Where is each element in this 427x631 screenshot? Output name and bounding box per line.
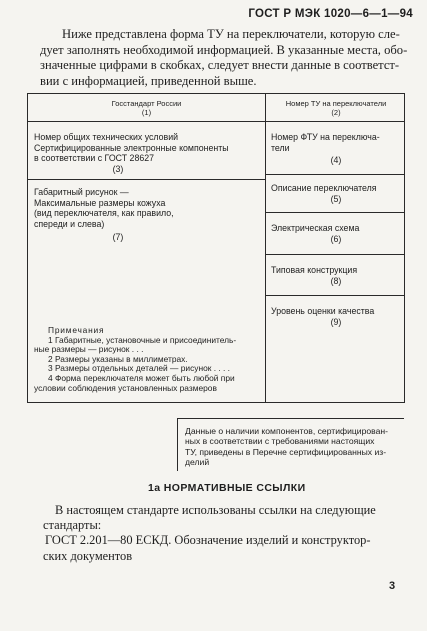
cell-line: Номер ФТУ на переключа- [271,132,380,142]
note-line: 2 Размеры указаны в миллиметрах. [48,353,188,364]
note-line: 4 Форма переключателя может быть любой при [48,372,235,383]
cell-number: (9) [330,316,342,327]
cell-line: в соответствии с ГОСТ 28627 [34,153,155,163]
cell-line: Описание переключателя [271,183,377,193]
cell-number: (4) [330,155,342,165]
typical-design-cell [271,265,401,286]
references-paragraph [43,503,398,564]
info-line: делий [185,456,210,467]
cell-line: Номер общих технических условий [34,132,179,142]
info-line: ТУ, приведены в Перечне сертифицированных из- [185,446,387,457]
page-header: ГОСТ Р МЭК 1020—6—1—94 [248,8,413,20]
right-rule [265,254,404,255]
certified-components-note [177,418,404,471]
cell-number: (8) [330,275,342,286]
cell-number: (5) [330,193,342,204]
circuit-diagram-cell [271,223,401,244]
header-right-label: Номер ТУ на переключатели [285,99,387,108]
section-title: 1а НОРМАТИВНЫЕ ССЫЛКИ [148,482,306,494]
cell-line: Максимальные размеры кожуха [34,197,166,208]
right-rule [265,174,404,175]
intro-line: вии с информацией, приведенной выше. [40,73,257,88]
outline-drawing-cell [34,187,262,243]
right-rule [265,295,404,296]
intro-line: Ниже представлена форма ТУ на переключатели, которую сле- [62,27,400,41]
cell-line: тели [271,142,290,153]
body-line: ских документов [43,548,133,563]
header-right-number: (2) [331,108,341,117]
body-line: ГОСТ 2.201—80 ЕСКД. Обозначение изделий и конструктор- [45,533,371,548]
intro-paragraph [40,27,408,89]
note-line: 3 Размеры отдельных деталей — рисунок . . . . [48,363,231,374]
cell-number: (7) [112,232,124,242]
body-line: стандарты: [43,518,102,533]
cell-line: (вид переключателя, как правило, [34,208,174,218]
notes-title: Примечания [48,325,105,335]
cell-line: Сертифицированные электронные компоненты [34,142,229,153]
cell-number: (3) [112,163,124,174]
header-left-label: Госстандарт России [111,99,182,108]
cell-line: спереди и слева) [34,218,105,229]
note-line: условии соблюдения установленных размеров [34,382,217,393]
intro-line: значенные цифрами в скобках, следует внести данные в соответст- [40,58,400,72]
ftu-number-cell [271,132,401,166]
body-line: В настоящем стандарте использованы ссылки на следующие [55,503,376,517]
header-left-cell [28,99,265,117]
cell-line: Уровень оценки качества [271,306,375,316]
general-spec-cell [34,132,262,174]
cell-number: (6) [330,233,342,244]
info-line: ных в соответствии с требованиями настоящих [185,436,375,447]
cell-line: Электрическая схема [271,223,360,233]
page-number: 3 [389,580,396,592]
note-line: 1 Габаритные, установочные и присоединитель- [48,334,237,345]
header-left-number: (1) [141,108,152,117]
notes-block [34,326,262,393]
left-rule [28,179,265,180]
note-line: ные размеры — рисунок . . . [34,344,144,355]
quality-level-cell [271,306,401,327]
header-right-cell [266,99,406,117]
description-cell [271,183,401,204]
cell-line: Типовая конструкция [271,265,358,275]
spec-form-table [27,93,405,403]
column-divider [265,94,266,402]
header-rule [28,121,404,122]
right-rule [265,212,404,213]
info-line: Данные о наличии компонентов, сертифицирован- [185,426,389,436]
cell-line: Габаритный рисунок — [34,187,129,197]
intro-line: дует заполнять необходимой информацией. В указанные места, обо- [40,42,408,57]
